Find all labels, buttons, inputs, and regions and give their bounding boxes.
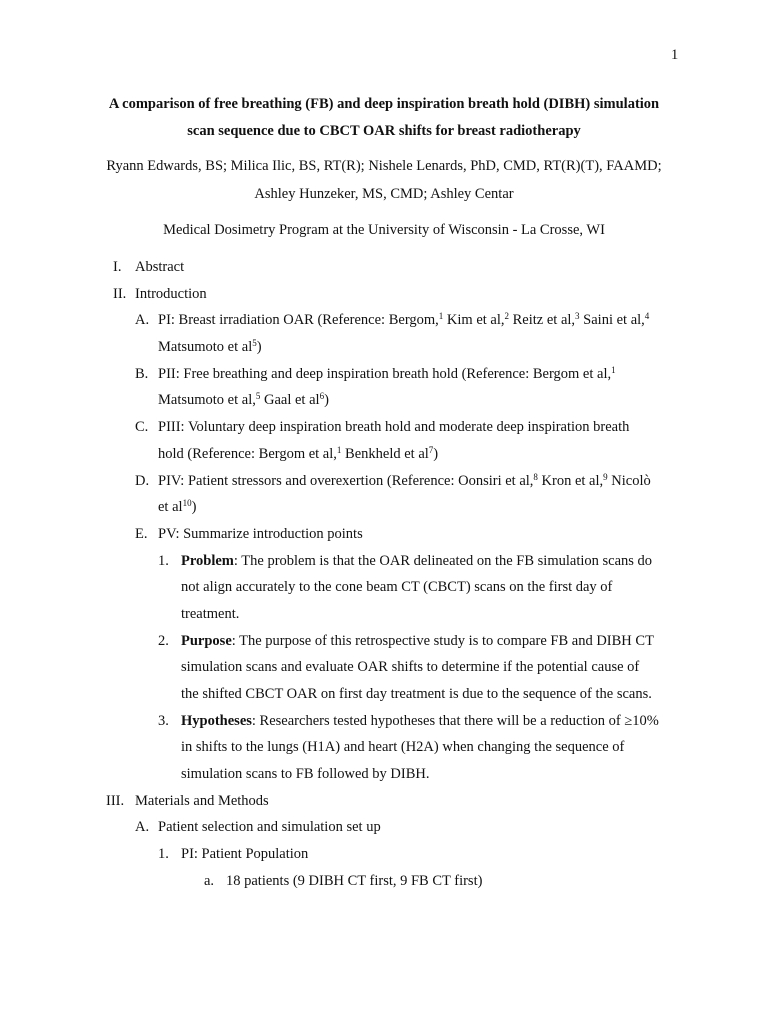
text-run: : The purpose of this retrospective study is to compare FB and DIBH CT [231, 632, 654, 649]
text-run: ) [256, 339, 262, 356]
outline-continuation [0, 494, 768, 521]
outline-heading: Abstract [135, 259, 185, 275]
title-line-1: A comparison of free breathing (FB) and deep inspiration breath hold (DIBH) simulation [108, 96, 660, 112]
outline-subitem [0, 361, 768, 388]
reference-superscript: 1 [438, 311, 444, 322]
outline-text [181, 628, 654, 655]
numbered-item [0, 841, 768, 868]
text-run: ) [433, 445, 439, 462]
text-run: et al [158, 499, 183, 516]
reference-superscript: 5 [255, 391, 261, 402]
text-run: ) [191, 499, 197, 516]
outline-continuation [0, 734, 768, 761]
outline-marker: D. [135, 472, 150, 489]
numbered-item-problem [0, 548, 768, 575]
outline-continuation [0, 441, 768, 468]
outline-text [158, 307, 649, 334]
text-run: PIV: Patient stressors and overexertion (Reference: Oonsiri et al, [158, 472, 534, 489]
reference-superscript: 4 [644, 311, 650, 322]
outline-marker: I. [113, 259, 122, 275]
text-run: hold (Reference: Bergom et al, [158, 445, 337, 462]
outline-marker: C. [135, 419, 149, 436]
outline [0, 254, 768, 895]
outline-text: not align accurately to the cone beam CT (CBCT) scans on the first day of [181, 579, 613, 596]
outline-marker: a. [204, 872, 215, 889]
outline-text [158, 361, 616, 388]
outline-continuation [0, 681, 768, 708]
outline-marker: 2. [158, 632, 169, 649]
outline-text [181, 708, 659, 735]
outline-marker: B. [135, 365, 149, 382]
outline-text [158, 387, 329, 414]
outline-marker: E. [135, 525, 148, 542]
outline-item-materials-and-methods [0, 788, 768, 815]
outline-marker: 1. [158, 846, 169, 863]
outline-text [158, 468, 651, 495]
page-number: 1 [671, 47, 679, 63]
outline-continuation [0, 761, 768, 788]
outline-text: PIII: Voluntary deep inspiration breath hold and moderate deep inspiration breath [158, 419, 630, 436]
text-run: Reitz et al, [509, 312, 576, 329]
outline-text [181, 548, 652, 575]
outline-marker: 3. [158, 712, 169, 729]
outline-text: PI: Patient Population [181, 846, 309, 863]
reference-superscript: 3 [575, 311, 580, 322]
bold-label: Problem [181, 552, 234, 569]
reference-superscript: 6 [319, 391, 325, 402]
outline-subitem [0, 414, 768, 441]
outline-text: simulation scans to FB followed by DIBH. [181, 766, 430, 783]
text-run: PII: Free breathing and deep inspiration breath hold (Reference: Bergom et al, [158, 365, 612, 382]
reference-superscript: 1 [611, 364, 616, 375]
outline-subitem [0, 521, 768, 548]
text-run: : The problem is that the OAR delineated on the FB simulation scans do [233, 552, 653, 569]
outline-continuation [0, 334, 768, 361]
title-line-2: scan sequence due to CBCT OAR shifts for breast radiotherapy [187, 123, 581, 139]
outline-item-introduction [0, 281, 768, 308]
reference-superscript: 10 [182, 498, 192, 509]
outline-text [158, 441, 438, 468]
outline-continuation [0, 574, 768, 601]
outline-subitem [0, 307, 768, 334]
outline-subitem [0, 814, 768, 841]
reference-superscript: 8 [533, 471, 538, 482]
outline-text: Patient selection and simulation set up [158, 819, 381, 836]
outline-text: simulation scans and evaluate OAR shifts to determine if the potential cause of [181, 659, 640, 676]
numbered-item-hypotheses [0, 708, 768, 735]
text-run: PI: Breast irradiation OAR (Reference: Bergom, [158, 312, 439, 329]
text-run: ) [324, 392, 329, 409]
outline-marker: A. [135, 819, 150, 836]
outline-text: 18 patients (9 DIBH CT first, 9 FB CT first) [226, 872, 483, 889]
text-run: Gaal et al [260, 392, 320, 409]
text-run: Kron et al, [537, 472, 604, 489]
outline-text [158, 494, 196, 521]
outline-text [158, 334, 262, 361]
outline-marker: III. [106, 792, 125, 809]
text-run: Matsumoto et al, [158, 392, 256, 409]
reference-superscript: 7 [428, 444, 434, 455]
reference-superscript: 1 [336, 444, 342, 455]
reference-superscript: 2 [504, 311, 510, 322]
outline-item-abstract [0, 254, 768, 281]
reference-superscript: 9 [603, 471, 608, 482]
outline-heading: Introduction [135, 285, 207, 302]
text-run: : Researchers tested hypotheses that there will be a reduction of ≥10% [251, 712, 659, 729]
outline-text: treatment. [181, 605, 240, 622]
authors-line-1: Ryann Edwards, BS; Milica Ilic, BS, RT(R); Nishele Lenards, PhD, CMD, RT(R)(T), FAAMD; [106, 158, 662, 174]
text-run: Kim et al, [443, 312, 505, 329]
document-title [60, 91, 708, 145]
text-run: Benkheld et al [341, 445, 429, 462]
outline-continuation [0, 387, 768, 414]
outline-marker: A. [135, 312, 150, 329]
text-run: Saini et al, [579, 312, 645, 329]
outline-marker: II. [113, 285, 127, 302]
text-run: Matsumoto et al [158, 339, 253, 356]
numbered-item-purpose [0, 628, 768, 655]
text-run: Nicolò [607, 472, 651, 489]
outline-text: in shifts to the lungs (H1A) and heart (H2A) when changing the sequence of [181, 739, 625, 756]
outline-heading: Materials and Methods [135, 792, 269, 809]
reference-superscript: 5 [252, 338, 257, 349]
bold-label: Purpose [181, 632, 232, 649]
author-list [60, 152, 708, 208]
outline-continuation [0, 654, 768, 681]
outline-text: PV: Summarize introduction points [158, 525, 363, 542]
outline-marker: 1. [158, 552, 169, 569]
authors-line-2: Ashley Hunzeker, MS, CMD; Ashley Centar [254, 186, 514, 202]
bold-label: Hypotheses [181, 712, 252, 729]
outline-text: the shifted CBCT OAR on first day treatment is due to the sequence of the scans. [181, 686, 652, 702]
outline-subitem [0, 468, 768, 495]
outline-continuation [0, 601, 768, 628]
affiliation: Medical Dosimetry Program at the University of Wisconsin - La Crosse, WI [163, 222, 605, 238]
lettered-item [0, 868, 768, 895]
